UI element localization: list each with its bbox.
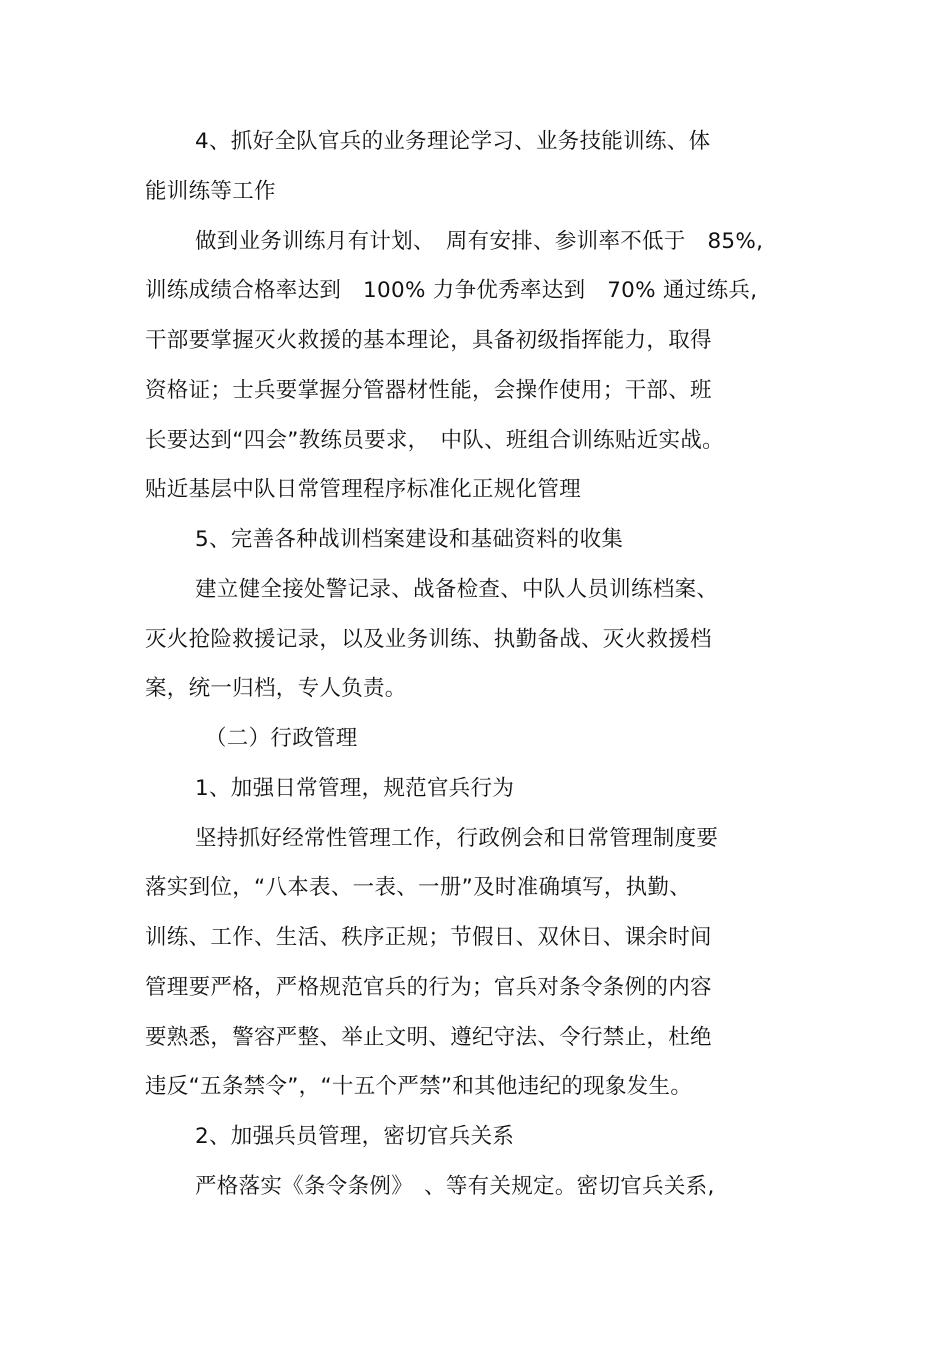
text-line: 落实到位，“八本表、一表、一册”及时准确填写，执勤、 — [145, 875, 692, 900]
section-heading: 5、完善各种战训档案建设和基础资料的收集 — [195, 527, 624, 552]
section-heading: 2、加强兵员管理，密切官兵关系 — [195, 1124, 515, 1149]
text-line: 能训练等工作 — [145, 179, 276, 204]
text-line: 要熟悉，警容严整、举止文明、遵纪守法、令行禁止，杜绝 — [145, 1025, 712, 1050]
text-line: 管理要严格，严格规范官兵的行为；官兵对条令条例的内容 — [145, 975, 712, 1000]
text-line: 贴近基层中队日常管理程序标准化正规化管理 — [145, 477, 582, 502]
text-line: 4、抓好全队官兵的业务理论学习、业务技能训练、体 — [195, 129, 711, 154]
section-heading: 1、加强日常管理，规范官兵行为 — [195, 776, 515, 801]
text-line: 做到业务训练月有计划、 周有安排、参训率不低于 85%, — [195, 229, 764, 254]
text-line: 违反“五条禁令”，“十五个严禁”和其他违纪的现象发生。 — [145, 1074, 693, 1099]
text-line: 案，统一归档，专人负责。 — [145, 676, 407, 701]
text-line: 坚持抓好经常性管理工作，行政例会和日常管理制度要 — [195, 826, 719, 851]
text-line: 长要达到“四会”教练员要求， 中队、班组合训练贴近实战。 — [145, 428, 724, 453]
text-line: 资格证；士兵要掌握分管器材性能，会操作使用；干部、班 — [145, 378, 712, 403]
text-line: 干部要掌握灭火救援的基本理论，具备初级指挥能力，取得 — [145, 328, 712, 353]
text-line: 严格落实《条令条例》 、等有关规定。密切官兵关系, — [195, 1174, 715, 1199]
text-line: 灭火抢险救援记录，以及业务训练、执勤备战、灭火救援档 — [145, 627, 712, 652]
section-heading: （二）行政管理 — [205, 726, 358, 751]
text-line: 训练成绩合格率达到 100% 力争优秀率达到 70% 通过练兵, — [145, 278, 758, 303]
text-line: 建立健全接处警记录、战备检查、中队人员训练档案、 — [195, 577, 719, 602]
text-line: 训练、工作、生活、秩序正规；节假日、双休日、课余时间 — [145, 925, 712, 950]
